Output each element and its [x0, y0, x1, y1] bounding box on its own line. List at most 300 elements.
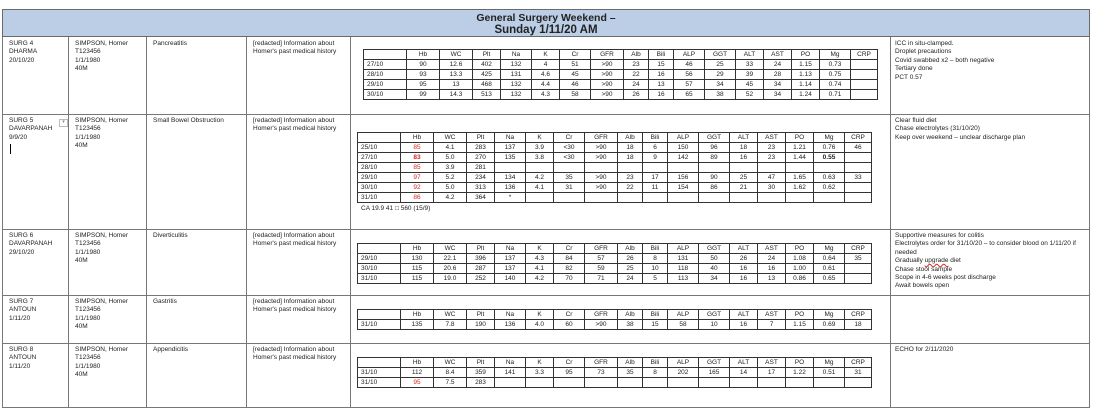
patient-line: SIMPSON, Homer: [75, 346, 129, 353]
lab-value: 26: [618, 254, 643, 264]
lab-header: Alb: [618, 358, 643, 368]
lab-value: 359: [467, 368, 495, 378]
plan-line: Covid swabbed x2 – both negative: [895, 56, 995, 64]
bed-line: SURG 6: [9, 232, 34, 239]
lab-value: 4.1: [526, 264, 554, 274]
lab-value: 7.8: [434, 320, 467, 330]
bed-cell: [3, 114, 69, 229]
lab-value: 165: [699, 368, 730, 378]
lab-header: Bili: [643, 133, 668, 143]
lab-row: [358, 173, 872, 183]
lab-value: 33: [845, 173, 872, 183]
patient-line: T123456: [75, 240, 101, 248]
lab-header: WC: [440, 50, 473, 60]
lab-value: 38: [705, 90, 736, 100]
lab-header: PO: [786, 358, 814, 368]
history-cell: [247, 114, 351, 229]
lab-value: 1.21: [786, 143, 814, 153]
lab-date: 30/10: [364, 90, 407, 100]
lab-value: 154: [668, 183, 699, 193]
dropdown-caret-icon[interactable]: ▾: [59, 119, 68, 127]
lab-date: 27/10: [358, 153, 401, 163]
lab-header-row: [364, 50, 878, 60]
lab-value: 313: [467, 183, 495, 193]
bed-cell: [3, 229, 69, 295]
lab-value: 3.9: [434, 163, 467, 173]
lab-value: 71: [585, 274, 618, 284]
lab-header-row: [358, 310, 872, 320]
lab-value: 1.00: [786, 264, 814, 274]
lab-value: 18: [730, 143, 758, 153]
lab-header-date: [358, 358, 401, 368]
lab-value: 86: [699, 183, 730, 193]
lab-results-table: [357, 309, 872, 330]
lab-header: Na: [495, 244, 526, 254]
lab-header: Bili: [649, 50, 674, 60]
lab-value: 134: [495, 173, 526, 183]
lab-value: 364: [467, 193, 495, 203]
lab-value: 3.3: [526, 368, 554, 378]
lab-value: [668, 378, 699, 388]
lab-value: 5.0: [434, 153, 467, 163]
lab-value: 132: [501, 80, 532, 90]
lab-value: >90: [585, 143, 618, 153]
lab-value: 34: [764, 90, 792, 100]
patient-cell: [69, 343, 147, 407]
lab-value: 24: [618, 274, 643, 284]
patient-row: [2, 229, 1090, 295]
patient-line: T123456: [75, 125, 101, 133]
lab-value: 283: [467, 143, 495, 153]
lab-value: 15: [649, 60, 674, 70]
bed-line: SURG 8: [9, 346, 34, 353]
lab-value: 52: [736, 90, 764, 100]
lab-value: [730, 193, 758, 203]
lab-value: >90: [591, 90, 624, 100]
lab-value: 8: [643, 254, 668, 264]
lab-value: 0.63: [814, 173, 845, 183]
lab-value: [845, 163, 872, 173]
lab-date: 27/10: [364, 60, 407, 70]
lab-value: 50: [699, 254, 730, 264]
lab-value: 16: [730, 153, 758, 163]
lab-date: 29/10: [364, 80, 407, 90]
bed-line: DHARMA: [9, 48, 38, 56]
lab-value: 34: [705, 80, 736, 90]
lab-value: 396: [467, 254, 495, 264]
lab-value: [585, 193, 618, 203]
lab-value: [786, 193, 814, 203]
patient-line: SIMPSON, Homer: [75, 40, 129, 47]
lab-value: [845, 183, 872, 193]
lab-value: [730, 378, 758, 388]
lab-header: ALT: [736, 50, 764, 60]
lab-value: 84: [554, 254, 585, 264]
lab-row: [358, 254, 872, 264]
lab-value: 56: [674, 70, 705, 80]
lab-value: 20.6: [434, 264, 467, 274]
lab-value: [786, 163, 814, 173]
text-cursor-icon: [10, 144, 11, 154]
lab-value: [495, 163, 526, 173]
lab-date: 31/10: [358, 378, 401, 388]
lab-header: WC: [434, 133, 467, 143]
lab-header: CRP: [851, 50, 878, 60]
lab-value: 468: [473, 80, 501, 90]
lab-value: 4.4: [532, 80, 560, 90]
lab-value: 57: [585, 254, 618, 264]
lab-row: [358, 320, 872, 330]
lab-value: 4.2: [434, 193, 467, 203]
lab-value: >90: [585, 183, 618, 193]
lab-value: 95: [407, 80, 440, 90]
patient-line: 1/1/1980: [75, 248, 101, 256]
plan-cell: [891, 343, 1091, 407]
lab-value: 1.24: [792, 90, 820, 100]
lab-value: 136: [495, 183, 526, 193]
lab-value: 15: [643, 320, 668, 330]
lab-header: AST: [758, 133, 786, 143]
lab-value: 30: [758, 183, 786, 193]
lab-value: 112: [401, 368, 434, 378]
patient-cell: [69, 114, 147, 229]
plan-line: Droplet precautions: [895, 48, 952, 56]
lab-header: AST: [764, 50, 792, 60]
lab-header: WC: [434, 310, 467, 320]
lab-value: 22: [618, 183, 643, 193]
lab-value: [845, 193, 872, 203]
lab-value: [585, 163, 618, 173]
lab-value: <30: [554, 153, 585, 163]
plan-cell: [891, 295, 1091, 343]
lab-value: 13: [649, 80, 674, 90]
plan-line: PCT 0.57: [895, 73, 923, 81]
lab-value: 17: [758, 368, 786, 378]
lab-value: 150: [668, 143, 699, 153]
lab-header: Na: [501, 50, 532, 60]
lab-value: 28: [764, 70, 792, 80]
lab-header: Hb: [401, 358, 434, 368]
lab-value: 8.4: [434, 368, 467, 378]
title-line-1: General Surgery Weekend –: [476, 12, 616, 24]
lab-value: [786, 378, 814, 388]
lab-results-table: [363, 49, 878, 100]
patient-line: T123456: [75, 306, 101, 314]
lab-value: >90: [585, 320, 618, 330]
lab-header: K: [526, 133, 554, 143]
lab-value: 0.76: [814, 143, 845, 153]
bed-cell: [3, 37, 69, 114]
lab-value: 85: [401, 143, 434, 153]
lab-header: ALP: [668, 310, 699, 320]
lab-value: 10: [643, 264, 668, 274]
lab-value: 16: [730, 274, 758, 284]
plan-line: ECHO for 2/11/2020: [895, 346, 954, 353]
lab-value: 4.0: [526, 320, 554, 330]
lab-value: [758, 378, 786, 388]
labs-cell: [351, 343, 891, 407]
lab-value: 35: [554, 173, 585, 183]
lab-value: 4.2: [526, 274, 554, 284]
title-line-2: Sunday 1/11/20 AM: [494, 24, 598, 36]
lab-header-date: [358, 244, 401, 254]
lab-value: [526, 163, 554, 173]
lab-value: 60: [554, 320, 585, 330]
lab-value: 137: [495, 254, 526, 264]
lab-row: [364, 80, 878, 90]
lab-value: 38: [618, 320, 643, 330]
lab-value: 26: [730, 254, 758, 264]
patient-row: [2, 37, 1090, 114]
plan-cell: [891, 114, 1091, 229]
lab-value: 6: [643, 143, 668, 153]
lab-header: Cr: [554, 310, 585, 320]
lab-header: WC: [434, 358, 467, 368]
plan-line: Tertiary done: [895, 65, 933, 73]
lab-date: 28/10: [358, 163, 401, 173]
lab-header: GFR: [591, 50, 624, 60]
lab-value: 16: [649, 90, 674, 100]
lab-header: GGT: [699, 310, 730, 320]
plan-line: Clear fluid diet: [895, 117, 937, 124]
patient-line: 1/1/1980: [75, 133, 101, 141]
diagnosis-cell: [147, 295, 247, 343]
lab-value: 24: [764, 60, 792, 70]
lab-value: [851, 80, 878, 90]
patient-line: 40M: [75, 371, 88, 379]
lab-value: 281: [467, 163, 495, 173]
patient-cell: [69, 37, 147, 114]
plan-line: Supportive measures for colitis: [895, 232, 984, 239]
lab-value: 59: [585, 264, 618, 274]
lab-value: 7: [758, 320, 786, 330]
plan-line: Chase electrolytes (31/10/20): [895, 125, 980, 133]
patient-line: 40M: [75, 142, 88, 150]
lab-value: [495, 378, 526, 388]
lab-value: 4.1: [434, 143, 467, 153]
lab-header: Mg: [820, 50, 851, 60]
history-cell: [247, 295, 351, 343]
lab-value: 135: [495, 153, 526, 163]
lab-value: 25: [730, 173, 758, 183]
lab-value: 33: [736, 60, 764, 70]
lab-value: 115: [401, 264, 434, 274]
lab-value: 156: [668, 173, 699, 183]
diagnosis-text: Small Bowel Obstruction: [153, 117, 224, 124]
lab-header-row: [358, 133, 872, 143]
history-text: [redacted] Information about Homer's past medical history: [253, 232, 337, 248]
lab-value: <30: [554, 143, 585, 153]
lab-date: 31/10: [358, 320, 401, 330]
lab-header: Cr: [554, 133, 585, 143]
lab-value: 89: [699, 153, 730, 163]
lab-header: Mg: [814, 244, 845, 254]
lab-header: K: [532, 50, 560, 60]
lab-value: [526, 193, 554, 203]
lab-value: [814, 378, 845, 388]
lab-header-date: [364, 50, 407, 60]
lab-header: ALT: [730, 133, 758, 143]
plan-line: Gradually upgrade diet: [895, 257, 961, 265]
lab-value: [814, 163, 845, 173]
lab-value: >90: [585, 153, 618, 163]
lab-value: 95: [554, 368, 585, 378]
lab-header-row: [358, 244, 872, 254]
lab-value: 26: [624, 90, 649, 100]
lab-value: 22: [624, 70, 649, 80]
lab-value: 8: [643, 368, 668, 378]
patient-line: 40M: [75, 323, 88, 331]
lab-header-row: [358, 358, 872, 368]
lab-value: 5.0: [434, 183, 467, 193]
lab-value: 86: [401, 193, 434, 203]
lab-value: 11: [643, 183, 668, 193]
lab-value: 0.65: [814, 274, 845, 284]
lab-value: [554, 193, 585, 203]
lab-value: 270: [467, 153, 495, 163]
lab-value: 4.6: [532, 70, 560, 80]
plan-line: ICC in situ-clamped.: [895, 40, 954, 47]
lab-value: 14.3: [440, 90, 473, 100]
lab-header: ALP: [668, 244, 699, 254]
lab-value: 82: [554, 264, 585, 274]
lab-value: 25: [705, 60, 736, 70]
lab-value: [643, 378, 668, 388]
lab-value: >90: [585, 173, 618, 183]
lab-date: 29/10: [358, 173, 401, 183]
lab-value: 18: [618, 153, 643, 163]
lab-header: CRP: [845, 310, 872, 320]
lab-value: 31: [554, 183, 585, 193]
lab-value: 12.6: [440, 60, 473, 70]
plan-line: Electrolytes order for 31/10/20 – to consider blood on 1/11/20 if needed: [895, 240, 1076, 256]
patient-line: T123456: [75, 354, 101, 362]
patient-line: 1/1/1980: [75, 362, 101, 370]
diagnosis-text: Gastritis: [153, 298, 177, 305]
lab-row: [358, 368, 872, 378]
lab-value: 22.1: [434, 254, 467, 264]
lab-value: 4.3: [526, 254, 554, 264]
lab-value: 47: [758, 173, 786, 183]
lab-value: 425: [473, 70, 501, 80]
lab-value: 0.75: [820, 70, 851, 80]
lab-value: 1.13: [792, 70, 820, 80]
lab-value: 99: [407, 90, 440, 100]
lab-row: [358, 193, 872, 203]
lab-header: Na: [495, 133, 526, 143]
lab-date: 31/10: [358, 274, 401, 284]
lab-row: [358, 183, 872, 193]
lab-results-table: [357, 132, 872, 203]
lab-header: PO: [786, 310, 814, 320]
lab-value: 13.3: [440, 70, 473, 80]
lab-value: 96: [699, 143, 730, 153]
lab-header: Hb: [401, 133, 434, 143]
lab-header: Na: [495, 310, 526, 320]
lab-value: 0.86: [786, 274, 814, 284]
lab-value: 9: [643, 153, 668, 163]
lab-value: 23: [618, 173, 643, 183]
lab-value: 58: [560, 90, 591, 100]
lab-header: GGT: [699, 244, 730, 254]
history-text: [redacted] Information about Homer's past medical history: [253, 40, 337, 56]
patient-line: 1/1/1980: [75, 314, 101, 322]
lab-value: 5.2: [434, 173, 467, 183]
lab-header: PO: [786, 133, 814, 143]
lab-header-date: [358, 310, 401, 320]
lab-value: [554, 378, 585, 388]
lab-value: 18: [618, 143, 643, 153]
lab-value: [845, 264, 872, 274]
patient-row: [2, 295, 1090, 343]
lab-value: 0.73: [820, 60, 851, 70]
lab-value: 16: [758, 264, 786, 274]
lab-header: GGT: [699, 358, 730, 368]
lab-value: 234: [467, 173, 495, 183]
lab-value: 4.2: [526, 173, 554, 183]
lab-value: 0.51: [814, 368, 845, 378]
lab-row: [358, 153, 872, 163]
lab-value: 4.1: [526, 183, 554, 193]
lab-value: 130: [401, 254, 434, 264]
lab-value: 34: [699, 274, 730, 284]
lab-value: [699, 193, 730, 203]
lab-row: [358, 378, 872, 388]
lab-header: PO: [786, 244, 814, 254]
lab-value: 0.71: [820, 90, 851, 100]
lab-results-table: [357, 243, 872, 284]
lab-header: GFR: [585, 133, 618, 143]
lab-value: 0.61: [814, 264, 845, 274]
lab-value: 65: [674, 90, 705, 100]
lab-value: 1.08: [786, 254, 814, 264]
lab-header: Plt: [467, 244, 495, 254]
history-text: [redacted] Information about Homer's past medical history: [253, 298, 337, 314]
lab-row: [364, 60, 878, 70]
lab-value: 136: [495, 320, 526, 330]
lab-value: 85: [401, 163, 434, 173]
lab-header: ALT: [730, 310, 758, 320]
history-text: [redacted] Information about Homer's past medical history: [253, 117, 337, 133]
lab-row: [364, 90, 878, 100]
lab-header: Plt: [467, 358, 495, 368]
lab-value: 23: [758, 153, 786, 163]
lab-value: 93: [407, 70, 440, 80]
lab-header: Hb: [407, 50, 440, 60]
lab-value: 23: [624, 60, 649, 70]
bed-line: SURG 7: [9, 298, 34, 305]
lab-header: Hb: [401, 310, 434, 320]
patient-line: 40M: [75, 65, 88, 73]
lab-value: [643, 193, 668, 203]
lab-value: >90: [591, 60, 624, 70]
plan-cell: [891, 37, 1091, 114]
lab-header: Hb: [401, 244, 434, 254]
lab-header: Alb: [618, 244, 643, 254]
lab-value: 24: [624, 80, 649, 90]
patient-line: SIMPSON, Homer: [75, 117, 129, 124]
lab-value: 252: [467, 274, 495, 284]
lab-value: [585, 378, 618, 388]
lab-value: [699, 163, 730, 173]
plan-line: Await bowels open: [895, 282, 950, 290]
lab-value: [618, 193, 643, 203]
lab-value: 0.69: [814, 320, 845, 330]
lab-header: Plt: [473, 50, 501, 60]
lab-value: [851, 60, 878, 70]
lab-header: Alb: [624, 50, 649, 60]
diagnosis-text: Diverticulitis: [153, 232, 188, 239]
